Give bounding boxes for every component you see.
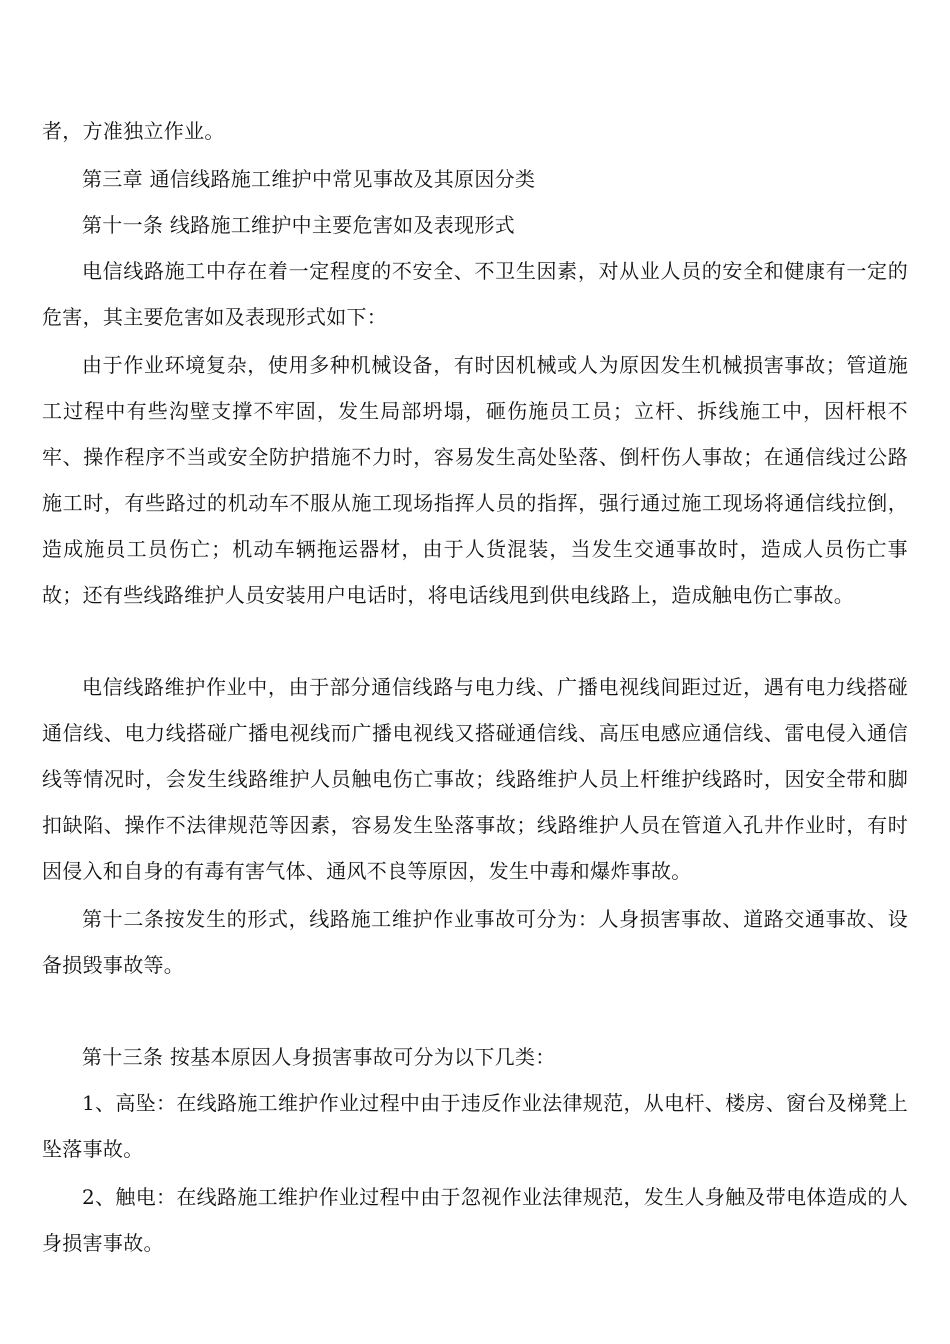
- article-12: 第十二条按发生的形式，线路施工维护作业事故可分为：人身损害事故、道路交通事故、设备损毁事故等。: [42, 907, 908, 977]
- list-item-fall: 1、高坠：在线路施工维护作业过程中由于违反作业法律规范，从电杆、楼房、窗台及梯凳上坠落事故。: [42, 1091, 908, 1161]
- list-item-electric-shock: 2、触电：在线路施工维护作业过程中由于忽视作业法律规范，发生人身触及带电体造成的人身损害事故。: [42, 1185, 908, 1255]
- paragraph-construction-hazards: 由于作业环境复杂，使用多种机械设备，有时因机械或人为原因发生机械损害事故；管道施工过程中有些沟壁支撑不牢固，发生局部坍塌，砸伤施员工员；立杆、拆线施工中，因杆根不牢、操作程序不当或安全防护措施不力时，容易发生高处坠落、倒杆伤人事故；在通信线过公路施工时，有些路过的机动车不服从施工现场指挥人员的指挥，强行通过施工现场将通信线拉倒，造成施员工员伤亡；机动车辆拖运器材，由于人货混装，当发生交通事故时，造成人员伤亡事故；还有些线路维护人员安装用户电话时，将电话线甩到供电线路上，造成触电伤亡事故。: [42, 353, 908, 607]
- article-11-heading: 第十一条 线路施工维护中主要危害如及表现形式: [82, 213, 515, 237]
- paragraph-continuation: 者，方准独立作业。: [42, 119, 225, 143]
- paragraph-hazards-intro: 电信线路施工中存在着一定程度的不安全、不卫生因素，对从业人员的安全和健康有一定的危害，其主要危害如及表现形式如下：: [42, 259, 908, 329]
- chapter-heading: 第三章 通信线路施工维护中常见事故及其原因分类: [82, 167, 536, 191]
- paragraph-maintenance-hazards: 电信线路维护作业中，由于部分通信线路与电力线、广播电视线间距过近，遇有电力线搭碰通信线、电力线搭碰广播电视线而广播电视线又搭碰通信线、高压电感应通信线、雷电侵入通信线等情况时，会发生线路维护人员触电伤亡事故；线路维护人员上杆维护线路时，因安全带和脚扣缺陷、操作不法律规范等因素，容易发生坠落事故；线路维护人员在管道入孔井作业时，有时因侵入和自身的有毒有害气体、通风不良等原因，发生中毒和爆炸事故。: [42, 675, 908, 883]
- article-13-heading: 第十三条 按基本原因人身损害事故可分为以下几类：: [82, 1045, 556, 1069]
